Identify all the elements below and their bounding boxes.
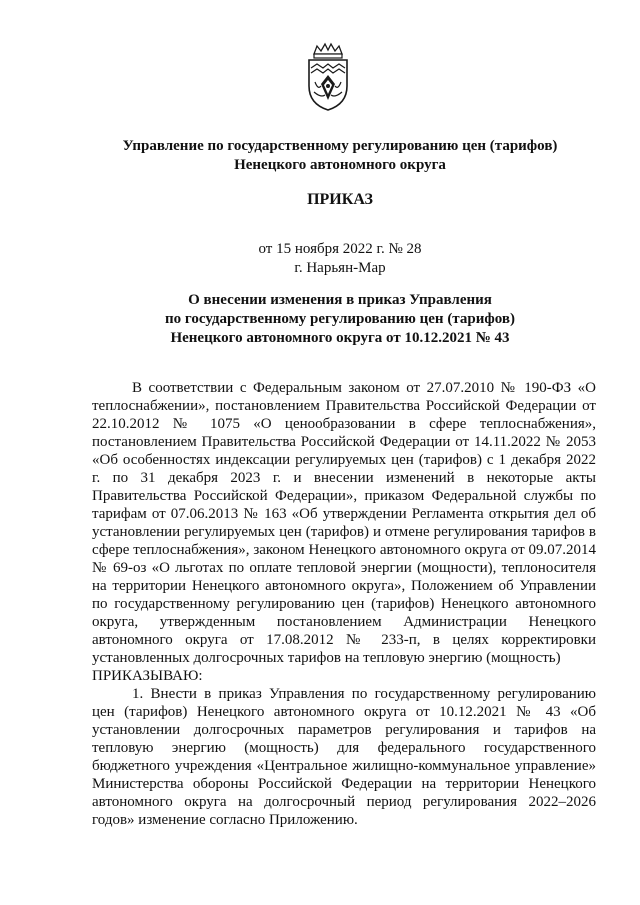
document-body	[92, 379, 596, 829]
document-date: от 15 ноября 2022 г. № 28	[258, 241, 422, 257]
preamble-paragraph: В соответствии с Федеральным законом от 27.07.2010 № 190-ФЗ «О теплоснабжении», постановлением Правительства Российской Федерации от 22.10.2012 № 1075 «О ценообразовании в сфере теплоснабжения», постановлением Правительства Российской Федерации от 14.11.2022 № 2053 «Об особенностях индексации регулируемых цен (тарифов) с 1 декабря 2022 г. по 31 декабря 2023 г. и внесении изменений в некоторые акты Правительства Российской Федерации», приказом Федеральной службы по тарифам от 07.06.2013 № 163 «Об утверждении Регламента открытия дел об установлении регулируемых цен (тарифов) и отмене регулирования тарифов в сфере теплоснабжения», законом Ненецкого автономного округа от 09.07.2014 № 69-оз «О льготах по оплате тепловой энергии (мощности), теплоносителя на территории Ненецкого автономного округа», Положением об Управлении по государственному регулированию цен (тарифов) Ненецкого автономного округа, утвержденным постановлением Администрации Ненецкого автономного округа от 17.08.2012 № 233-п, в целях корректировки установленных долгосрочных тарифов на тепловую энергию (мощность)	[92, 380, 596, 666]
coat-of-arms-icon	[305, 42, 351, 112]
organization-line-2: Ненецкого автономного округа	[234, 157, 446, 173]
order-word: ПРИКАЗЫВАЮ:	[92, 668, 203, 684]
subject-line-1: О внесении изменения в приказ Управления	[188, 292, 492, 308]
subject-line-3: Ненецкого автономного округа от 10.12.2021 № 43	[170, 330, 510, 346]
document-place: г. Нарьян-Мар	[294, 260, 386, 276]
item-1-paragraph: 1. Внести в приказ Управления по государственному регулированию цен (тарифов) Ненецкого автономного округа от 10.12.2021 № 43 «Об установлении долгосрочных параметров регулирования и тарифов на тепловую энергию (мощность) для федерального государственного бюджетного учреждения «Центральное жилищно-коммунальное управление» Министерства обороны Российской Федерации на территории Ненецкого автономного округа на долгосрочный период регулирования 2022–2026 годов» изменение согласно Приложению.	[92, 686, 596, 828]
organization-name	[60, 137, 620, 175]
organization-line-1: Управление по государственному регулированию цен (тарифов)	[122, 138, 558, 154]
document-subject	[60, 291, 620, 348]
subject-line-2: по государственному регулированию цен (тарифов)	[165, 311, 515, 327]
document-type: ПРИКАЗ	[307, 191, 373, 208]
